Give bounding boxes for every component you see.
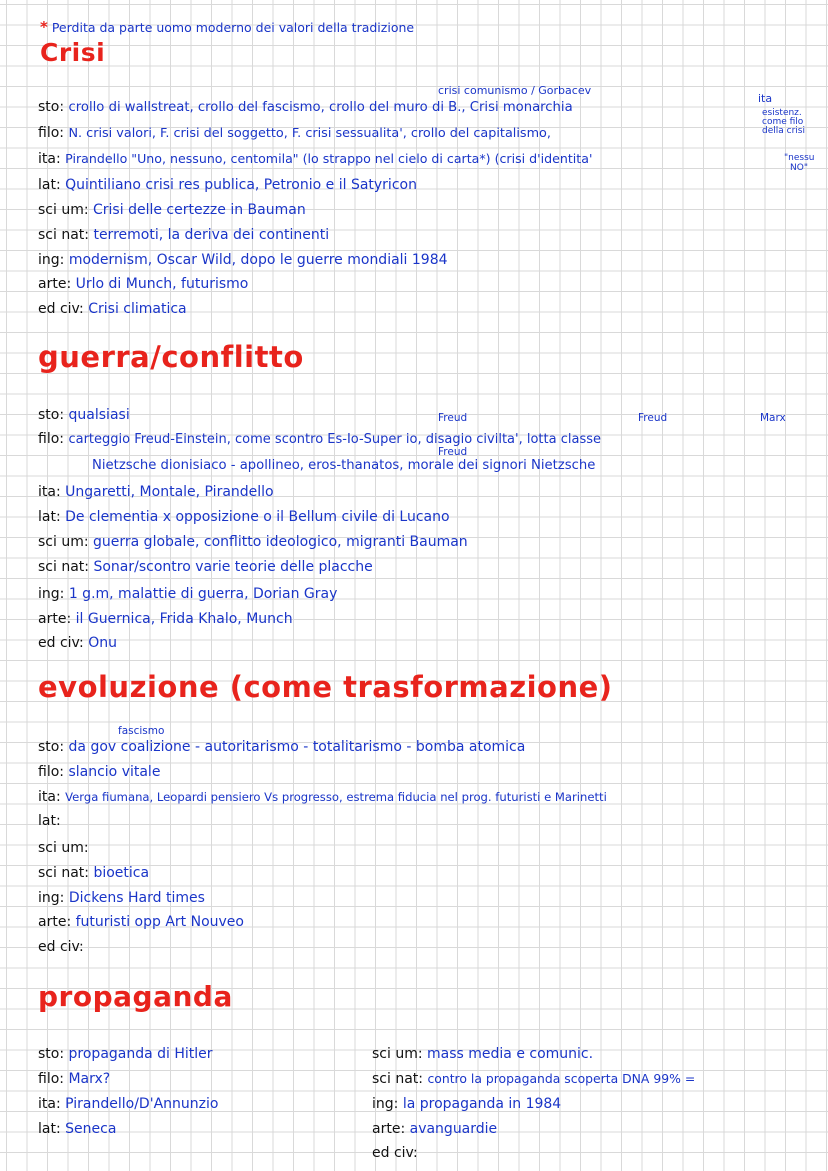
row-text: futuristi opp Art Nouveo bbox=[75, 914, 244, 930]
row-label: sto: bbox=[38, 1046, 65, 1062]
row-label: ed civ: bbox=[38, 301, 84, 317]
row-label: arte: bbox=[38, 276, 72, 292]
row-text: bioetica bbox=[93, 865, 150, 881]
section-title-propaganda: propaganda bbox=[38, 980, 233, 1013]
row-text: Seneca bbox=[65, 1121, 117, 1137]
row-text: Pirandello/D'Annunzio bbox=[65, 1096, 219, 1112]
row-label: ita: bbox=[38, 789, 61, 805]
row-label: filo: bbox=[38, 1071, 64, 1087]
row-label: sto: bbox=[38, 739, 65, 755]
row-label: sci nat: bbox=[38, 559, 89, 575]
row-text: Ungaretti, Montale, Pirandello bbox=[65, 484, 274, 500]
propaganda-row-ing bbox=[372, 1095, 561, 1113]
evoluzione-row-lat bbox=[38, 812, 61, 830]
row-text: slancio vitale bbox=[68, 764, 161, 780]
propaganda-row-ed-civ bbox=[372, 1144, 418, 1162]
row-text: De clementia x opposizione o il Bellum civile di Lucano bbox=[65, 509, 450, 525]
row-text: guerra globale, conflitto ideologico, migranti Bauman bbox=[93, 534, 468, 550]
row-text: N. crisi valori, F. crisi del soggetto, F. crisi sessualita', crollo del capitalismo, bbox=[68, 126, 551, 141]
row-label: sci um: bbox=[38, 534, 89, 550]
row-text: qualsiasi bbox=[68, 407, 130, 423]
evoluzione-row-filo bbox=[38, 763, 160, 781]
row-text: 1 g.m, malattie di guerra, Dorian Gray bbox=[68, 586, 338, 602]
row-label: sci um: bbox=[372, 1046, 423, 1062]
row-label: sci um: bbox=[38, 840, 89, 856]
row-text: contro la propaganda scoperta DNA 99% = bbox=[427, 1071, 696, 1086]
crisi-side-note-no: NO" bbox=[790, 163, 808, 173]
evoluzione-row-ing bbox=[38, 889, 205, 907]
guerra-row-filo bbox=[38, 430, 601, 449]
row-text: terremoti, la deriva dei continenti bbox=[93, 227, 330, 243]
guerra-row-filo-continued bbox=[92, 456, 595, 475]
row-label: ing: bbox=[372, 1096, 399, 1112]
row-label: ita: bbox=[38, 1096, 61, 1112]
crisi-row-ita bbox=[38, 150, 592, 168]
row-text: Sonar/scontro varie teorie delle placche bbox=[93, 559, 373, 575]
row-text: Crisi climatica bbox=[88, 301, 187, 317]
row-label: lat: bbox=[38, 1121, 61, 1137]
top-note-text: Perdita da parte uomo moderno dei valori della tradizione bbox=[51, 20, 415, 35]
row-text: Dickens Hard times bbox=[68, 890, 205, 906]
row-text: avanguardie bbox=[409, 1121, 498, 1137]
row-label: sci nat: bbox=[38, 227, 89, 243]
row-label: arte: bbox=[372, 1121, 406, 1137]
evoluzione-row-sci-um bbox=[38, 839, 89, 857]
crisi-row-sto bbox=[38, 98, 573, 117]
evoluzione-row-ed-civ bbox=[38, 938, 84, 956]
section-title-crisi: Crisi bbox=[40, 38, 106, 67]
guerra-annotation-marx: Marx bbox=[760, 412, 786, 424]
row-text: propaganda di Hitler bbox=[68, 1046, 213, 1062]
guerra-row-sci-nat bbox=[38, 558, 373, 576]
row-text: carteggio Freud-Einstein, come scontro Es-Io-Super io, disagio civilta', lotta classe bbox=[68, 432, 601, 447]
row-label: ed civ: bbox=[38, 939, 84, 955]
row-text: Urlo di Munch, futurismo bbox=[75, 276, 249, 292]
row-label: filo: bbox=[38, 764, 64, 780]
row-label: lat: bbox=[38, 509, 61, 525]
crisi-side-note-come-filo: come filo bbox=[762, 117, 804, 127]
row-label: sci nat: bbox=[38, 865, 89, 881]
row-label: lat: bbox=[38, 177, 61, 193]
row-label: arte: bbox=[38, 611, 72, 627]
row-text: modernism, Oscar Wild, dopo le guerre mondiali 1984 bbox=[68, 252, 448, 268]
row-text: Verga fiumana, Leopardi pensiero Vs progresso, estrema fiducia nel prog. futuristi e Marinetti bbox=[65, 790, 607, 804]
row-text: da gov coalizione - autoritarismo - totalitarismo - bomba atomica bbox=[68, 739, 526, 755]
crisi-side-note-della-crisi: della crisi bbox=[762, 126, 805, 136]
evoluzione-annotation-fascismo: fascismo bbox=[118, 725, 165, 737]
row-label: sci um: bbox=[38, 202, 89, 218]
evoluzione-row-sto bbox=[38, 738, 525, 756]
row-label: ing: bbox=[38, 890, 65, 906]
propaganda-row-arte bbox=[372, 1120, 497, 1138]
guerra-row-sci-um bbox=[38, 533, 468, 551]
row-label: sto: bbox=[38, 407, 65, 423]
row-text: Onu bbox=[88, 635, 117, 651]
crisi-annotation-comunismo: crisi comunismo / Gorbacev bbox=[438, 84, 592, 97]
asterisk-mark: * bbox=[40, 18, 48, 36]
propaganda-row-lat bbox=[38, 1120, 116, 1138]
propaganda-row-sci-um bbox=[372, 1045, 593, 1063]
crisi-side-note-esistenz: esistenz. bbox=[762, 108, 802, 118]
crisi-row-filo bbox=[38, 124, 551, 143]
row-text: crollo di wallstreat, crollo del fascismo, crollo del muro di B., Crisi monarchia bbox=[68, 100, 573, 115]
row-label: ed civ: bbox=[372, 1145, 418, 1161]
propaganda-row-filo bbox=[38, 1070, 110, 1088]
evoluzione-row-sci-nat bbox=[38, 864, 149, 882]
row-text: mass media e comunic. bbox=[427, 1046, 594, 1062]
row-label: ita: bbox=[38, 484, 61, 500]
guerra-annotation-freud-1: Freud bbox=[438, 412, 468, 424]
propaganda-row-sto bbox=[38, 1045, 213, 1063]
row-text: Quintiliano crisi res publica, Petronio e il Satyricon bbox=[65, 177, 417, 193]
row-label: ita: bbox=[38, 151, 61, 167]
row-label: ed civ: bbox=[38, 635, 84, 651]
guerra-row-arte bbox=[38, 610, 293, 628]
row-text: Marx? bbox=[68, 1071, 111, 1087]
row-label: filo: bbox=[38, 431, 64, 447]
evoluzione-row-ita bbox=[38, 788, 607, 806]
row-label: ing: bbox=[38, 586, 65, 602]
crisi-side-note-nessu: "nessu bbox=[784, 153, 815, 163]
guerra-row-ing bbox=[38, 585, 337, 603]
propaganda-row-sci-nat bbox=[372, 1070, 695, 1088]
guerra-row-ed-civ bbox=[38, 634, 117, 652]
top-note bbox=[40, 18, 414, 36]
crisi-row-sci-um bbox=[38, 201, 306, 219]
guerra-row-sto bbox=[38, 406, 130, 424]
row-label: sci nat: bbox=[372, 1071, 423, 1087]
section-title-evoluzione: evoluzione (come trasformazione) bbox=[38, 670, 613, 704]
row-label: arte: bbox=[38, 914, 72, 930]
row-text: Nietzsche dionisiaco - apollineo, eros-thanatos, morale dei signori Nietzsche bbox=[92, 458, 596, 473]
row-text: Crisi delle certezze in Bauman bbox=[93, 202, 306, 218]
section-title-guerra: guerra/conflitto bbox=[38, 340, 304, 374]
evoluzione-row-arte bbox=[38, 913, 244, 931]
guerra-annotation-freud-3: Freud bbox=[438, 446, 468, 458]
crisi-row-ing bbox=[38, 251, 448, 269]
guerra-row-lat bbox=[38, 508, 450, 526]
row-text: Pirandello "Uno, nessuno, centomila" (lo strappo nel cielo di carta*) (crisi d'identita' bbox=[65, 151, 593, 166]
row-text: il Guernica, Frida Khalo, Munch bbox=[75, 611, 293, 627]
crisi-row-sci-nat bbox=[38, 226, 329, 244]
row-label: sto: bbox=[38, 99, 65, 115]
row-label: filo: bbox=[38, 125, 64, 141]
crisi-row-arte bbox=[38, 275, 248, 293]
crisi-annotation-ita: ita bbox=[758, 92, 773, 105]
row-text: la propaganda in 1984 bbox=[402, 1096, 562, 1112]
guerra-row-ita bbox=[38, 483, 274, 501]
row-label: lat: bbox=[38, 813, 61, 829]
propaganda-row-ita bbox=[38, 1095, 218, 1113]
crisi-row-ed-civ bbox=[38, 300, 187, 318]
guerra-annotation-freud-2: Freud bbox=[638, 412, 668, 424]
row-label: ing: bbox=[38, 252, 65, 268]
crisi-row-lat bbox=[38, 176, 417, 194]
